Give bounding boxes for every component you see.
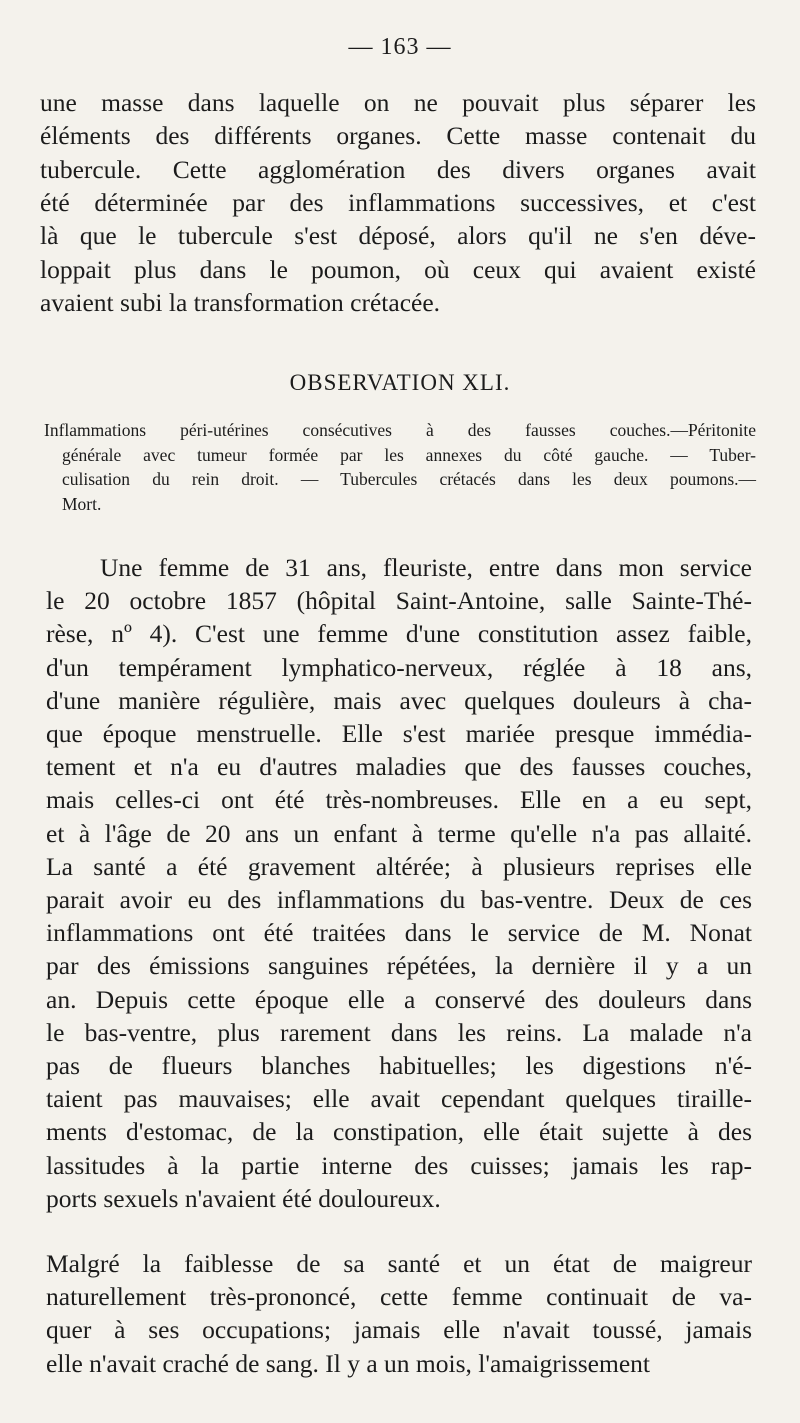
body-paragraph-1-line: mais celles-ci ont été très-nombreuses. Elle en a eu sept,	[46, 785, 752, 815]
body-paragraph-1-line: le 20 octobre 1857 (hôpital Saint-Antoine, salle Sainte-Thé-	[46, 586, 752, 616]
body-paragraph-1-line: le bas-ventre, plus rarement dans les reins. La malade n'a	[46, 1017, 752, 1047]
body-paragraph-1-line: parait avoir eu des inflammations du bas-ventre. Deux de ces	[46, 885, 752, 914]
body-paragraph-1-line: ports sexuels n'avaient été douloureux.	[46, 1183, 441, 1213]
body-paragraph-1-line: taient pas mauvaises; elle avait cependant quelques tiraille-	[46, 1084, 752, 1114]
intro-lines-line: tubercule. Cette agglomération des divers organes avait	[40, 154, 756, 184]
summary-lines-line: Inflammations péri-utérines consécutives à des fausses couches.—Péritonite	[44, 420, 756, 440]
intro-lines-line: avaient subi la transformation crétacée.	[40, 287, 441, 317]
body-paragraph-1-line: Une femme de 31 ans, fleuriste, entre dans mon service	[100, 553, 752, 582]
body-paragraph-1-line: rèse, nº 4). C'est une femme d'une constitution assez faible,	[46, 619, 752, 649]
body-paragraph-1-line: d'un tempérament lymphatico-nerveux, réglée à 18 ans,	[46, 652, 752, 682]
body-paragraph-1-line: La santé a été gravement altérée; à plusieurs reprises elle	[46, 851, 752, 881]
summary-lines-line: culisation du rein droit. — Tubercules crétacés dans les deux poumons.—	[62, 469, 756, 489]
intro-lines-line: une masse dans laquelle on ne pouvait plus séparer les	[40, 88, 756, 117]
intro-lines-line: loppait plus dans le poumon, où ceux qui avaient existé	[40, 254, 756, 284]
body-paragraph-2-line: elle n'avait craché de sang. Il y a un mois, l'amaigrissement	[46, 1348, 650, 1378]
summary-lines-line: Mort.	[62, 493, 102, 514]
body-paragraph-2-line: Malgré la faiblesse de sa santé et un état de maigreur	[46, 1249, 752, 1278]
body-paragraph-1-line: lassitudes à la partie interne des cuisses; jamais les rap-	[46, 1150, 752, 1180]
body-paragraph-1-line: et à l'âge de 20 ans un enfant à terme qu'elle n'a pas allaité.	[46, 818, 752, 848]
body-paragraph-1-line: an. Depuis cette époque elle a conservé des douleurs dans	[46, 984, 752, 1014]
body-paragraph-2-line: quer à ses occupations; jamais elle n'avait toussé, jamais	[46, 1315, 752, 1345]
body-paragraph-2-line: naturellement très-prononcé, cette femme continuait de va-	[46, 1282, 752, 1312]
intro-lines-line: éléments des différents organes. Cette masse contenait du	[40, 121, 756, 151]
intro-lines-line: été déterminée par des inflammations successives, et c'est	[40, 187, 756, 217]
page-number: — 163 —	[348, 34, 452, 60]
summary-lines-line: générale avec tumeur formée par les annexes du côté gauche. — Tuber-	[62, 444, 756, 465]
body-paragraph-1-line: inflammations ont été traitées dans le service de M. Nonat	[46, 918, 752, 948]
body-paragraph-1-line: ments d'estomac, de la constipation, elle était sujette à des	[46, 1117, 752, 1147]
body-paragraph-1-line: pas de flueurs blanches habituelles; les digestions n'é-	[46, 1051, 752, 1080]
body-paragraph-1-line: que époque menstruelle. Elle s'est mariée presque immédia-	[46, 719, 752, 748]
observation-heading: OBSERVATION XLI.	[289, 370, 511, 395]
body-paragraph-1-line: par des émissions sanguines répétées, la dernière il y a un	[46, 951, 752, 981]
body-paragraph-1-line: tement et n'a eu d'autres maladies que des fausses couches,	[46, 752, 752, 782]
intro-lines-line: là que le tubercule s'est déposé, alors qu'il ne s'en déve-	[40, 221, 756, 251]
body-paragraph-1-line: d'une manière régulière, mais avec quelques douleurs à cha-	[46, 685, 752, 715]
